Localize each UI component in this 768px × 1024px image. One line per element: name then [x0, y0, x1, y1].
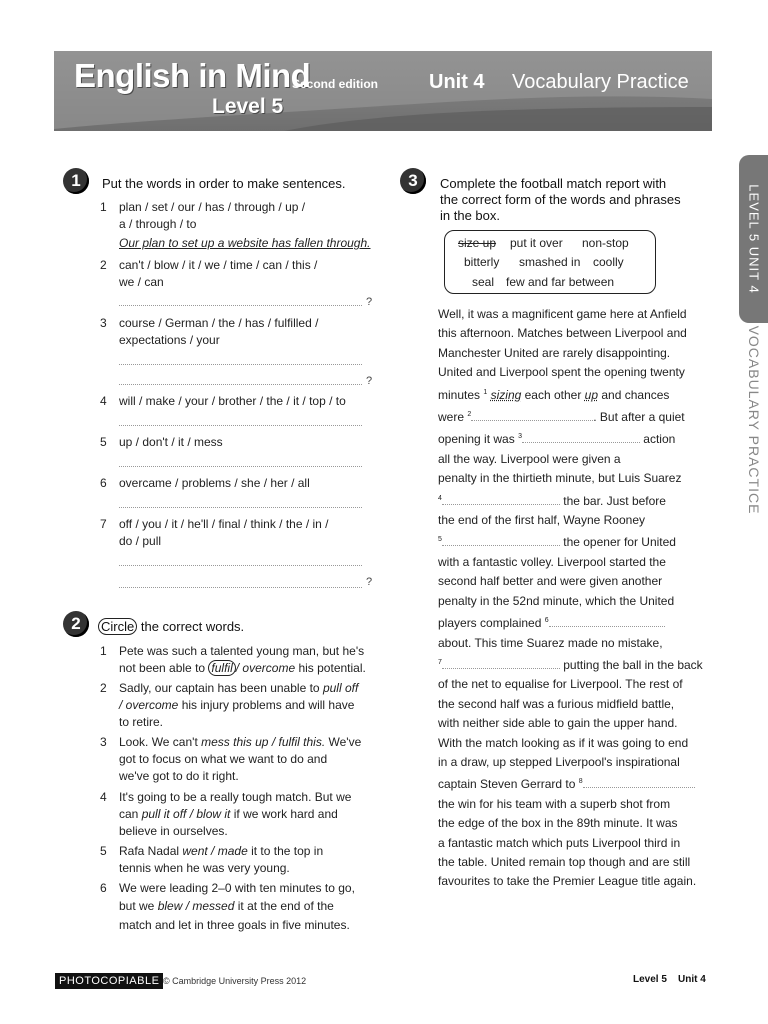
item-text: tennis when he was very young. [119, 861, 290, 875]
exercise-1-title: Put the words in order to make sentences. [102, 176, 346, 191]
word-box-item: smashed in [519, 255, 581, 269]
exercise-3-title: Complete the football match report with [440, 176, 667, 191]
item-text: match and let in three goals in five minutes. [119, 918, 350, 932]
side-section-label: VOCABULARY PRACTICE [746, 325, 762, 515]
brand-title: English in Mind [74, 57, 311, 94]
item-text: not been able to fulfil / overcome his potential. [119, 661, 366, 675]
answer-gap[interactable] [583, 777, 695, 788]
word-box-item: seal [472, 275, 495, 289]
item-text: Sadly, our captain has been unable to pull off [119, 681, 359, 695]
word-box-item: few and far between [506, 275, 615, 289]
item-text: off / you / it / he'll / final / think / the / in / [119, 517, 329, 531]
item-text: we / can [119, 275, 164, 289]
answer-gap[interactable] [471, 410, 593, 421]
item-number: 5 [100, 435, 107, 449]
answer-gap[interactable] [549, 616, 665, 627]
edition-label: Second edition [292, 77, 379, 91]
exercise-1-badge: 1 [63, 168, 89, 194]
option[interactable]: pull off [322, 681, 359, 695]
item-text: We were leading 2–0 with ten minutes to go, [119, 881, 355, 895]
exercise-2-title [98, 619, 244, 634]
exercise-3-title: in the box. [440, 208, 500, 223]
answer-line[interactable] [119, 466, 362, 467]
answer-line[interactable] [119, 565, 362, 566]
filled-answer[interactable]: up [584, 387, 599, 402]
item-text: a / through / to [119, 217, 197, 231]
side-tab [739, 155, 768, 323]
item-text: do / pull [119, 534, 162, 548]
side-tab-label: LEVEL 5 UNIT 4 [746, 184, 761, 294]
answer-line[interactable] [119, 507, 362, 508]
circle-word: Circle [98, 618, 137, 635]
level-label: Level 5 [212, 95, 284, 118]
item-text: overcame / problems / she / her / all [119, 476, 310, 490]
word-box-item: size up [458, 236, 497, 250]
exercise-2-title-text: the correct words. [140, 619, 245, 634]
item-number: 7 [100, 517, 107, 531]
answer-gap[interactable] [442, 494, 560, 505]
item-number: 2 [100, 258, 107, 272]
question-mark: ? [366, 296, 373, 308]
item-text: up / don't / it / mess [119, 435, 223, 449]
exercise-3-title: the correct form of the words and phrases [440, 192, 681, 207]
item-text: we've got to do it right. [119, 769, 239, 783]
item-text: expectations / your [119, 333, 220, 347]
item-text: plan / set / our / has / through / up / [119, 200, 306, 214]
footer-level-unit: Level 5 Unit 4 [633, 974, 706, 985]
item-text: believe in ourselves. [119, 824, 228, 838]
option[interactable]: pull it off / blow it [141, 807, 231, 821]
option[interactable]: mess this up / fulfil this. [201, 735, 326, 749]
item-number: 1 [100, 644, 107, 658]
exercise-3-badge: 3 [400, 168, 426, 194]
item-text: got to focus on what we want to do and [119, 752, 328, 766]
answer-gap[interactable] [522, 432, 640, 443]
answer-line[interactable] [119, 305, 362, 306]
word-box-item: put it over [510, 236, 563, 250]
answer-line[interactable] [119, 384, 362, 385]
item-number: 4 [100, 790, 107, 804]
item-number: 2 [100, 681, 107, 695]
item-number: 3 [100, 735, 107, 749]
item-text: It's going to be a really tough match. But we [119, 790, 352, 804]
item-text: will / make / your / brother / the / it / top / to [119, 394, 346, 408]
option[interactable]: blew / messed [157, 899, 235, 913]
filled-answer[interactable]: sizing [490, 387, 522, 402]
exercise-2-badge: 2 [63, 611, 89, 637]
item-text: but we blew / messed it at the end of the [119, 899, 334, 913]
copyright-text: © Cambridge University Press 2012 [163, 976, 307, 986]
item-number: 3 [100, 316, 107, 330]
item-number: 5 [100, 844, 107, 858]
header-banner [54, 51, 712, 131]
unit-label: Unit 4 [429, 71, 485, 93]
answer-line[interactable] [119, 364, 362, 365]
item-text: Look. We can't mess this up / fulfil this. We've [119, 735, 362, 749]
word-box-item: non-stop [582, 236, 629, 250]
item-text: Pete was such a talented young man, but he's [119, 644, 365, 658]
answer-line[interactable] [119, 587, 362, 588]
word-box-item: coolly [593, 255, 624, 269]
match-report: Well, it was a magnificent game here at Anfield this afternoon. Matches between Liverpool and Manchester United are rarely disappointing. United and Liverpool spent the opening twenty minutes $^1$ sizing each other up and chances were $^2$ . But after a quiet opening it was $^3$ action all the way. Liverpool were given a penalty in the thirtieth minute, but Luis Suarez $^4$ the bar. Just before the end of the first half, Wayne Rooney $^5$ the opener for United with a fantastic volley. Liverpool started the second half better and were given another penalty in the 52nd minute, which the United players complained $^6$ about. This time Suarez made no mistake, $^7$ putting the ball in the back of the net to equalise for Liverpool. The rest of the second half was a furious midfield battle, with neither side able to gain the upper hand. With the match looking as if it was going to end in a draw, up stepped Liverpool's inspirational captain Steven Gerrard to $^8$ the win for his team with a superb shot from the edge of the box in the 89th minute. It was a fantastic match which puts Liverpool third in the table. United remain top though and are still favourites to take the Premier League title again. [438, 307, 703, 889]
answer-line[interactable] [119, 425, 362, 426]
word-box-item: bitterly [464, 255, 500, 269]
question-mark: ? [366, 375, 373, 387]
option[interactable]: / overcome [235, 661, 296, 675]
option[interactable]: / overcome [119, 698, 179, 712]
item-text: to retire. [119, 715, 164, 729]
photocopiable-label: PHOTOCOPIABLE [55, 973, 163, 989]
question-mark: ? [366, 576, 373, 588]
answer-gap[interactable] [442, 658, 560, 669]
circled-answer[interactable]: fulfil [208, 660, 235, 676]
example-answer: Our plan to set up a website has fallen through. [119, 236, 371, 250]
item-number: 6 [100, 476, 107, 490]
item-number: 1 [100, 200, 107, 214]
item-text: / overcome his injury problems and will have [119, 698, 355, 712]
item-text: course / German / the / has / fulfilled / [119, 316, 319, 330]
item-number: 4 [100, 394, 107, 408]
item-text: can't / blow / it / we / time / can / this / [119, 258, 318, 272]
answer-gap[interactable] [442, 535, 560, 546]
item-number: 6 [100, 881, 107, 895]
item-text: Rafa Nadal went / made it to the top in [119, 844, 324, 858]
option[interactable]: went / made [182, 844, 248, 858]
item-text: can pull it off / blow it if we work hard and [119, 807, 338, 821]
section-label: Vocabulary Practice [512, 71, 689, 93]
